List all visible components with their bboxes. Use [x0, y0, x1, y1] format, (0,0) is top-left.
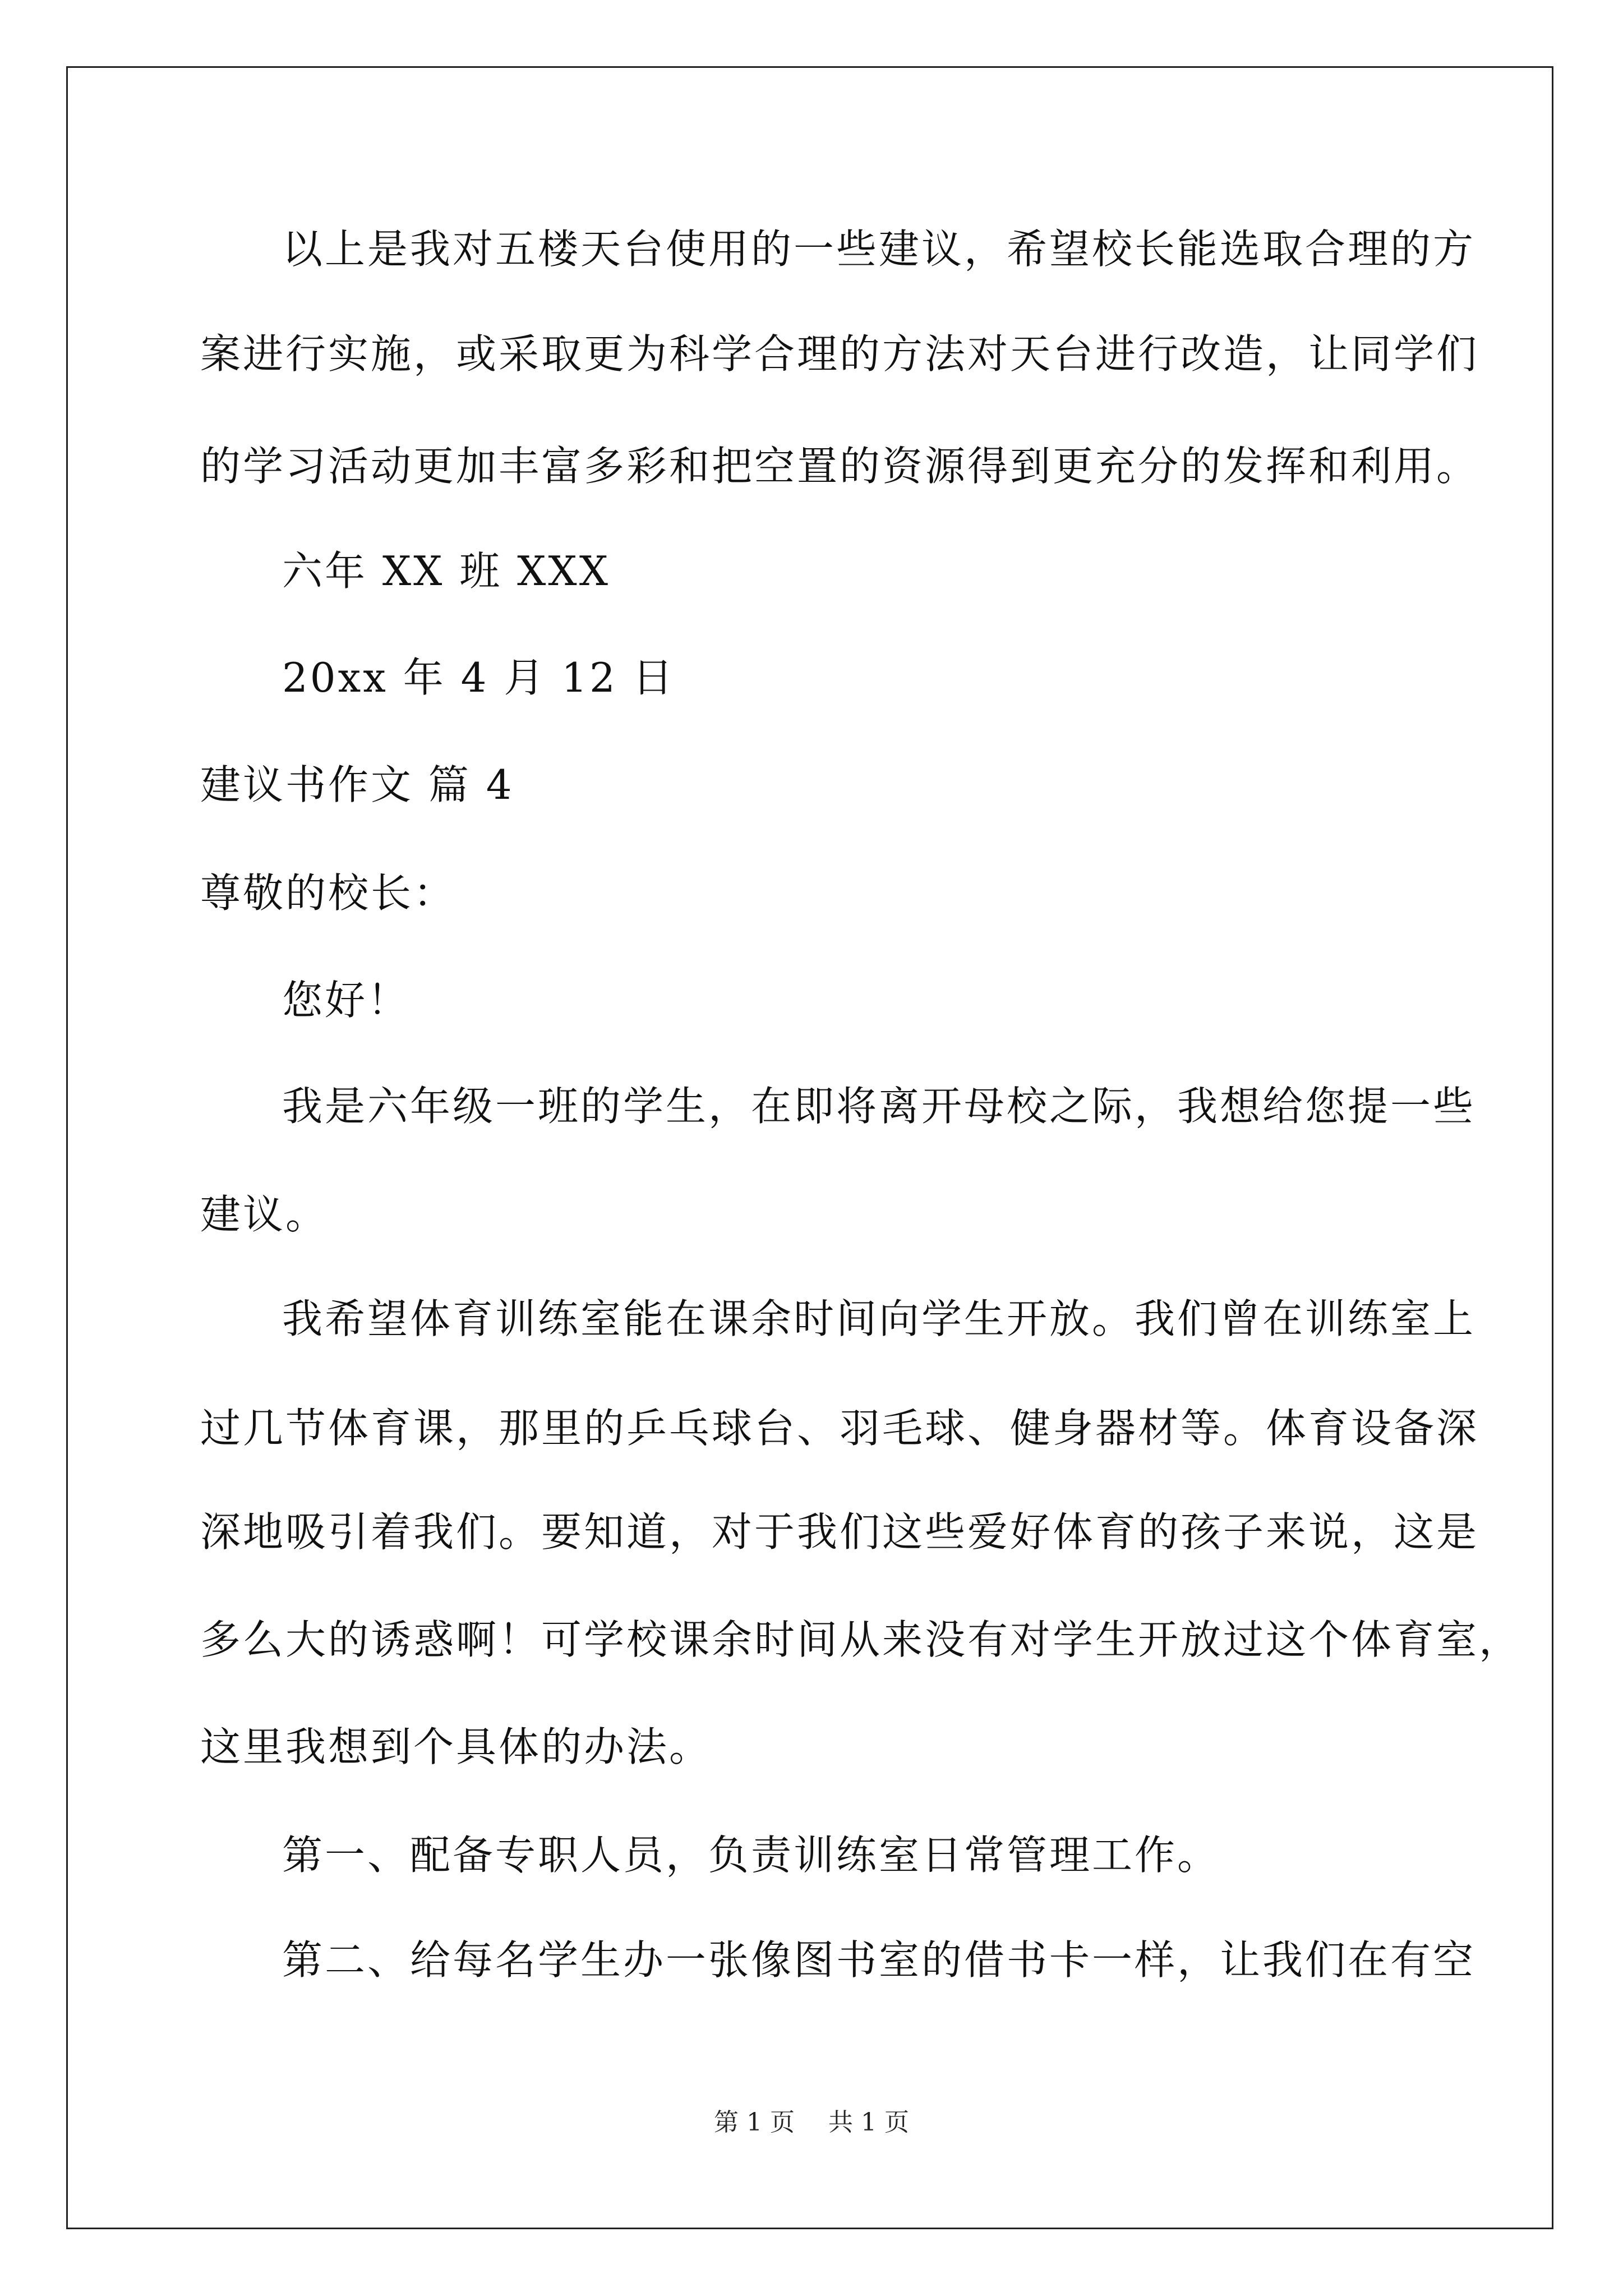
salutation: 尊敬的校长：	[200, 869, 457, 917]
greeting: 您好！	[282, 977, 411, 1024]
paragraph-line: 深地吸引着我们。要知道，对于我们这些爱好体育的孩子来说，这是	[200, 1508, 1479, 1556]
paragraph-line: 案进行实施，或采取更为科学合理的方法对天台进行改造，让同学们	[200, 330, 1479, 378]
paragraph-line: 第二、给每名学生办一张像图书室的借书卡一样，让我们在有空	[282, 1936, 1476, 1984]
page-total: 共 1 页	[828, 2108, 909, 2137]
paragraph-line: 这里我想到个具体的办法。	[200, 1723, 712, 1770]
paragraph-line: 第一、配备专职人员，负责训练室日常管理工作。	[282, 1832, 1220, 1879]
page-number: 第 1 页	[714, 2108, 795, 2137]
paragraph-line: 过几节体育课，那里的乒乓球台、羽毛球、健身器材等。体育设备深	[200, 1405, 1479, 1452]
page-border	[66, 66, 1553, 2229]
page-footer	[0, 2110, 1623, 2135]
paragraph-line: 的学习活动更加丰富多彩和把空置的资源得到更充分的发挥和利用。	[200, 443, 1479, 490]
section-heading: 建议书作文 篇 4	[200, 761, 514, 808]
signature-date: 20xx 年 4 月 12 日	[282, 654, 675, 701]
signature-class: 六年 XX 班 XXX	[282, 547, 610, 595]
paragraph-line: 我希望体育训练室能在课余时间向学生开放。我们曾在训练室上	[282, 1295, 1476, 1342]
paragraph-line: 我是六年级一班的学生，在即将离开母校之际，我想给您提一些	[282, 1083, 1476, 1130]
paragraph-line: 以上是我对五楼天台使用的一些建议，希望校长能选取合理的方	[282, 226, 1476, 273]
paragraph-line: 建议。	[200, 1191, 329, 1238]
paragraph-line: 多么大的诱惑啊！可学校课余时间从来没有对学生开放过这个体育室，	[200, 1616, 1522, 1663]
